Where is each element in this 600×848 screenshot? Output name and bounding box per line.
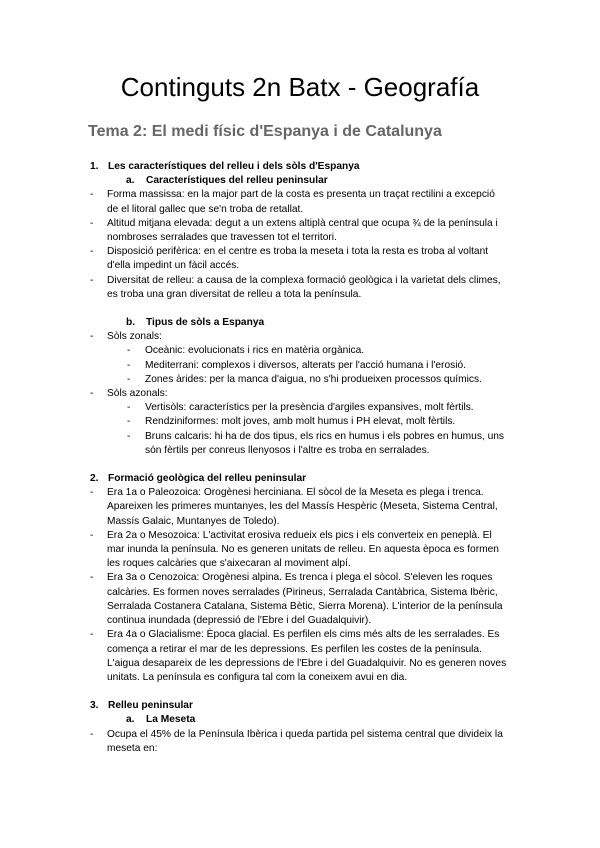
subsection-1b-heading xyxy=(126,316,600,330)
list-item-text: Era 2a o Mesozoica: L'activitat erosiva redueix els pics i els converteix en peneplà. El mar inunda la península. No es generen unitats de relleu. En aquesta època es formen les roques calcàries que s'aixecaran al moviment alpí. xyxy=(107,529,499,570)
section-title: Relleu peninsular xyxy=(108,700,193,712)
list-item xyxy=(0,274,507,302)
list-item xyxy=(0,330,507,344)
bullet-dash: - xyxy=(90,274,94,286)
list-item-text: Forma massissa: en la major part de la costa es presenta un traçat rectilini a excepció de el litoral gallec que se'n troba de retallat. xyxy=(107,189,495,215)
section-1-heading xyxy=(90,160,600,174)
subsection-letter: a. xyxy=(126,175,135,187)
sub-list-item xyxy=(0,401,515,415)
list-item xyxy=(0,628,507,685)
section-number: 2. xyxy=(90,473,99,485)
list-item xyxy=(0,245,507,273)
bullet-dash: - xyxy=(127,430,131,442)
bullet-dash: - xyxy=(127,373,131,385)
bullet-dash: - xyxy=(127,416,131,428)
sub-list-item xyxy=(0,430,515,458)
document-title: Continguts 2n Batx - Geografía xyxy=(120,72,480,102)
bullet-dash: - xyxy=(90,246,94,258)
document-body xyxy=(0,160,600,756)
bullet-dash: - xyxy=(127,345,131,357)
list-item xyxy=(0,571,507,628)
section-title: Formació geològica del relleu peninsular xyxy=(108,473,307,485)
subsection-letter: a. xyxy=(126,714,135,726)
list-item xyxy=(0,728,507,756)
bullet-dash: - xyxy=(90,331,94,343)
list-item xyxy=(0,486,507,529)
sub-list-item xyxy=(0,415,515,429)
list-item xyxy=(0,529,507,572)
sub-list-item xyxy=(0,373,515,387)
list-item-text: Vertisòls: característics per la presència d'argiles expansives, molt fèrtils. xyxy=(145,402,474,414)
bullet-dash: - xyxy=(127,402,131,414)
sub-list-item xyxy=(0,359,515,373)
subsection-3a-heading xyxy=(126,713,600,727)
list-item-text: Sòls azonals: xyxy=(107,388,168,400)
subsection-title: La Meseta xyxy=(146,714,196,726)
list-item-text: Bruns calcaris: hi ha de dos tipus, els rics en humus i els pobres en humus, uns són fèrtils per conreus llenyosos i l'altre es troba en serralades. xyxy=(145,430,505,456)
subsection-title: Tipus de sòls a Espanya xyxy=(146,317,265,329)
list-item xyxy=(0,188,507,216)
document-subtitle: Tema 2: El medi físic d'Espanya i de Catalunya xyxy=(88,123,442,140)
list-item-text: Zones àrides: per la manca d'aigua, no s'hi produeixen processos químics. xyxy=(145,373,482,385)
section-2-heading xyxy=(90,472,600,486)
bullet-dash: - xyxy=(90,629,94,641)
list-item-text: Mediterrani: complexos i diversos, alterats per l'acció humana i l'erosió. xyxy=(145,359,466,371)
list-item xyxy=(0,387,507,401)
section-3-heading xyxy=(90,699,600,713)
list-item-text: Altitud mitjana elevada: degut a un extens altiplà central que ocupa ¾ de la península i nombroses serralades que travessen tot el territori. xyxy=(107,217,498,244)
section-number: 1. xyxy=(90,161,99,172)
bullet-dash: - xyxy=(127,359,131,371)
bullet-dash: - xyxy=(90,189,94,201)
subsection-title: Característiques del relleu peninsular xyxy=(146,175,328,187)
bullet-dash: - xyxy=(90,217,94,229)
bullet-dash: - xyxy=(90,388,94,400)
bullet-dash: - xyxy=(90,572,94,584)
sub-list-item xyxy=(0,344,515,358)
list-item-text: Ocupa el 45% de la Península Ibèrica i queda partida pel sistema central que divideix la meseta en: xyxy=(107,728,503,754)
list-item-text: Diversitat de relleu: a causa de la complexa formació geològica i la varietat dels climes, es troba una gran diversitat de relleu a tota la península. xyxy=(107,274,501,300)
list-item-text: Rendziniformes: molt joves, amb molt humus i PH elevat, molt fèrtils. xyxy=(145,416,456,428)
list-item xyxy=(0,217,507,245)
list-item-text: Era 3a o Cenozoica: Orogènesi alpina. Es trenca i plega el sòcol. S'eleven les roques calcàries. Es formen noves serralades (Pirineus, Serralada Cantàbrica, Sistema Ibèric, Serralada Costanera Catalana, Sistema Bètic, Sierra Morena). L'interior de la península continua inundada (depressió de l'Ebre i del Guadalquivir). xyxy=(107,572,503,627)
section-number: 3. xyxy=(90,700,99,712)
list-item-text: Era 1a o Paleozoica: Orogènesi herciniana. El sòcol de la Meseta es plega i trenca. Apareixen les primeres muntanyes, les del Massís Hespèric (Meseta, Sistema Central, Massís Galaic, Muntanyes de Toledo). xyxy=(107,487,498,527)
subsection-1a-heading xyxy=(126,174,600,188)
bullet-dash: - xyxy=(90,529,94,541)
section-title: Les característiques del relleu i dels sòls d'Espanya xyxy=(108,161,360,172)
list-item-text: Era 4a o Glacialisme: Època glacial. Es perfilen els cims més alts de les serralades. Es comença a retirar el mar de les depressions. Es perfilen les costes de la península. L'aigua desapareix de les depressions de l'Ebre i del Guadalquivir. No es generen noves unitats. La península es configura tal com la coneixem avui en dia. xyxy=(107,629,507,683)
list-item-text: Disposició perifèrica: en el centre es troba la meseta i tota la resta es troba al voltant d'ella impedint un fàcil accés. xyxy=(107,246,489,272)
bullet-dash: - xyxy=(90,728,94,740)
list-item-text: Oceànic: evolucionats i rics en matèria orgànica. xyxy=(145,345,365,357)
bullet-dash: - xyxy=(90,487,94,499)
subsection-letter: b. xyxy=(126,317,136,329)
list-item-text: Sòls zonals: xyxy=(107,331,162,343)
